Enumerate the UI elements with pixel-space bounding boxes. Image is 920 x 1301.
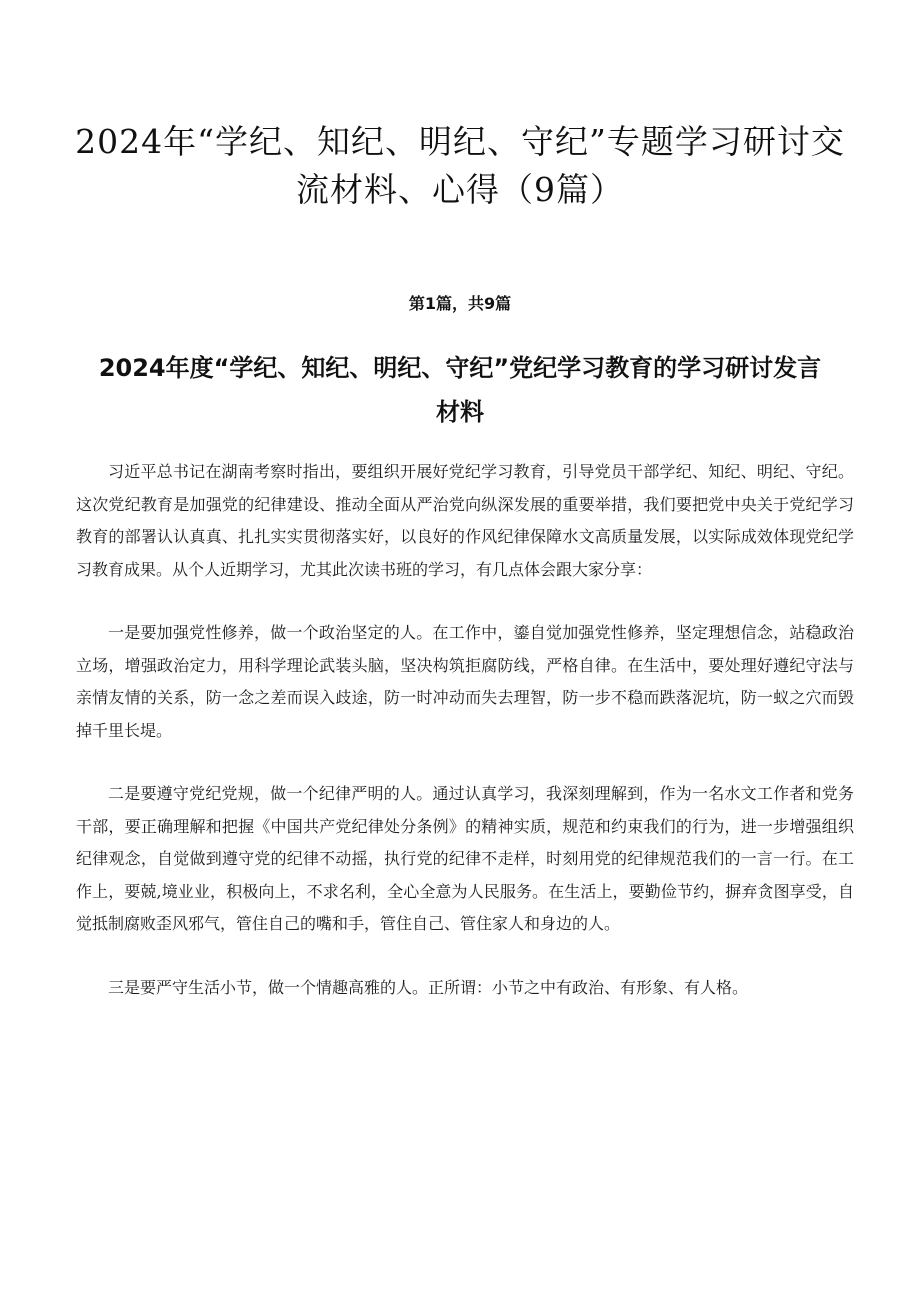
part-indicator: 第1篇，共9篇 [408,294,512,313]
paragraph-point-two: 二是要遵守党纪党规，做一个纪律严明的人。通过认真学习，我深刻理解到，作为一名水文工作者和党务干部，要正确理解和把握《中国共产党纪律处分条例》的精神实质，规范和约束我们的行为，进一步增强组织纪律观念，自觉做到遵守党的纪律不动摇，执行党的纪律不走样，时刻用党的纪律规范我们的一言一行。在工作上，要兢,境业业，积极向上，不求名利，全心全意为人民服务。在生活上，要勤俭节约，摒弃贪图享受，自觉抵制腐败歪风邪气，管住自己的嘴和手，管住自己、管住家人和身边的人。 [76,784,854,933]
paragraph-point-three: 三是要严守生活小节，做一个情趣高雅的人。正所谓：小节之中有政治、有形象、有人格。 [108,977,749,997]
document-main-title: 2024年“学纪、知纪、明纪、守纪”专题学习研讨交流材料、心得（9篇） [75,122,845,209]
paragraph-intro: 习近平总书记在湖南考察时指出，要组织开展好党纪学习教育，引导党员干部学纪、知纪、明纪、守纪。这次党纪教育是加强党的纪律建设、推动全面从严治党向纵深发展的重要举措，我们要把党中央关于党纪学习教育的部署认认真真、扎扎实实贯彻落实好，以良好的作风纪律保障水文高质量发展，以实际成效体现党纪学习教育成果。从个人近期学习，尤其此次读书班的学习，有几点体会跟大家分享： [76,462,854,579]
paragraph-point-one: 一是要加强党性修养，做一个政治坚定的人。在工作中，鎏自觉加强党性修养，坚定理想信念，站稳政治立场，增强政治定力，用科学理论武装头脑，坚决构筑拒腐防线，严格自律。在生活中，要处理好遵纪守法与亲情友情的关系，防一念之差而误入歧途，防一时冲动而失去理智，防一步不稳而跌落泥坑，防一蚁之穴而毁掉千里长堤。 [76,623,854,740]
article-title: 2024年度“学纪、知纪、明纪、守纪”党纪学习教育的学习研讨发言材料 [98,354,822,426]
article-body [76,456,854,1035]
